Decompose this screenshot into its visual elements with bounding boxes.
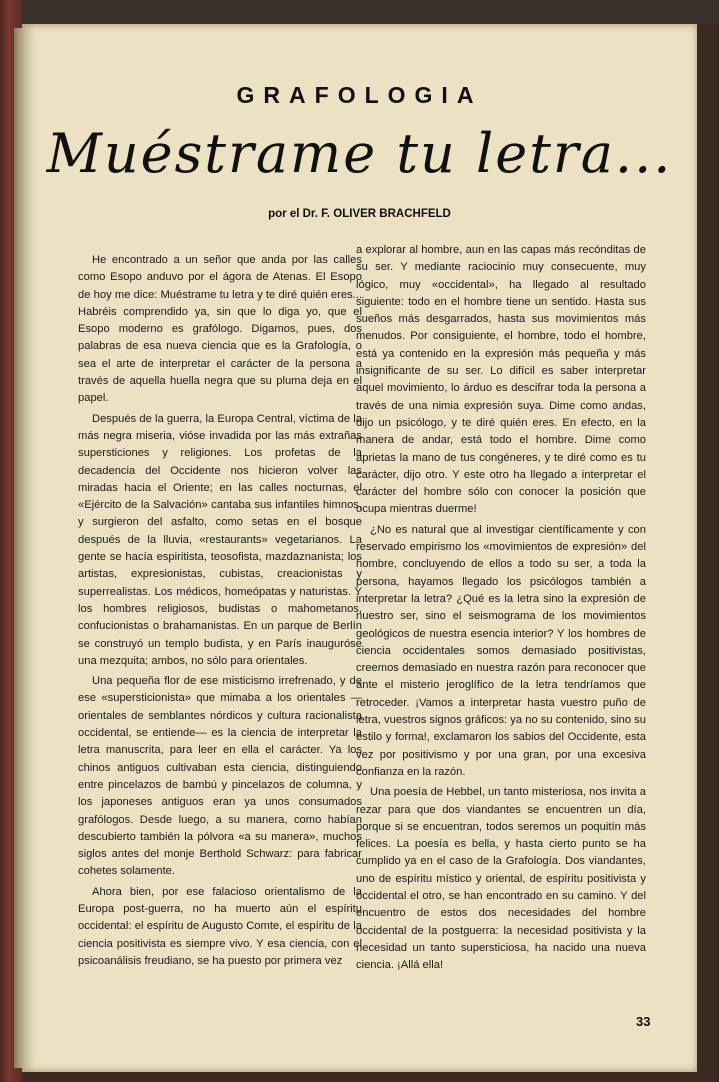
magazine-page <box>22 24 697 1072</box>
right-column <box>356 242 646 977</box>
paragraph: He encontrado a un señor que anda por las calles como Esopo anduvo por el ágora de Atenas. El Esopo de hoy me dice: Muéstrame tu letra y te diré quién eres... Habréis comprendido ya, sin que lo diga yo, que el Esopo moderno es grafólogo. Digamos, pues, dos palabras de esa nueva ciencia que es la Grafología, o sea el arte de interpretar el carácter de la persona a través de aquella huella negra que su pluma deja en el papel. <box>78 254 362 405</box>
paragraph: Después de la guerra, la Europa Central, víctima de la más negra miseria, vióse invadida por las más extrañas supersticiones y religiones. Los profetas de la decadencia del Occidente nos hicieron volver las miradas hacia el Oriente; en las calles nocturnas, el «Ejército de la Salvación» cantaba sus infantiles himnos, y surgieron del asfalto, como setas en el bosque después de la lluvia, «restaurants» vegetarianos. La gente se hacía espiritista, teosofista, mazdaznanista; los artistas, expresionistas, cubistas, creacionistas y superrealistas. Los médicos, homeópatas y naturistas. Y los hombres religiosos, budistas o mahometanos, confucionistas o brahamanistas. En un parque de Berlín se construyó un templo budista, y en París inauguróse una mezquita; ambos, no sólo para orientales. <box>78 412 362 667</box>
article-title: Muéstrame tu letra... <box>46 122 673 185</box>
paragraph: a explorar al hombre, aun en las capas más recónditas de su ser. Y mediante raciocinio muy consecuente, muy lógico, muy «occidental», ha llegado al resultado siguiente: todo en el hombre tiene un sentido. Hasta sus sueños más desgarrados, hasta sus movimientos más menudos. Por consiguiente, el hombre, todo el hombre, está ya contenido en la expresión más pequeña y más insignificante de su ser. Lo difícil es saber interpretar aquel movimiento, lo árduo es descifrar toda la persona a través de una nimia expresión suya. Dime como andas, dijo un psicólogo, y te diré quién eres. En efecto, en la manera de andar, está todo el hombre. Dime como aprietas la mano de tus congéneres, y te diré como es tu carácter, dijo otro. Y este otro ha llegado a interpretar el carácter del hombre sólo con conocer la posición que ocupa mientras duerme! <box>356 244 646 516</box>
paragraph: ¿No es natural que al investigar científicamente y con reservado empirismo los «movimientos de expresión» del hombre, concluyendo de ellos a todo su ser, a toda la persona, hayamos llegado los psicólogos también a interpretar la letra? ¿Qué es la letra sino la expresión de nuestro ser, sino el seismograma de los movimientos geológicos de nuestra esencia interior? Y los hombres de ciencia occidentales somos demasiado positivistas, creemos demasiado en nuestra razón para reconocer que ante el misterio jeroglífico de la letra tendríamos que retroceder. ¡Vamos a interpretar hasta vuestro puño de letra, vuestros signos gráficos: ya no su contenido, sino su estilo y forma!, exclamaron los sabios del Occidente, esta vez por positivismo y por una gran, por una excesiva confianza en la razón. <box>356 523 646 778</box>
page-number: 33 <box>636 1014 651 1029</box>
section-heading: GRAFOLOGIA <box>236 82 483 108</box>
paragraph: Ahora bien, por ese falacioso orientalismo de la Europa post-guerra, no ha muerto aún el espíritu occidental: el espíritu de Augusto Comte, el espíritu de la ciencia positivista es siempre vivo. Y esa ciencia, con el psicoanálisis freudiano, se ha puesto por primera vez <box>78 885 362 967</box>
left-column <box>78 252 362 973</box>
paragraph: Una poesía de Hebbel, un tanto misteriosa, nos invita a rezar para que dos viandantes se encuentren un día, porque si se encuentran, todos seremos un poquitín más felices. La poesía es bella, y hasta cierto punto se ha cumplido ya en el caso de la Grafología. Dos viandantes, uno de espíritu místico y oriental, de espíritu positivista y occidental el otro, se han encontrado en su camino. Y del encuentro de estos dos necesidades del hombre occidental de la postguerra: la necesidad positivista y la necesidad un tanto supersticiosa, ha nacido una nueva ciencia. ¡Allá ella! <box>356 786 646 972</box>
paragraph: Una pequeña flor de ese misticismo irrefrenado, y de ese «supersticionista» que mimaba a los orientales —orientales de semblantes nórdicos y cultura racionalista occidental, se entiende— es la ciencia de interpretar la letra manuscrita, para leer en ella el carácter. Ya los chinos antiguos cultivaban esta ciencia, distinguiendo entre pincelazos de bambú y pincelazos de columna, y los japoneses antiguos eran ya unos consumados grafólogos. Desde luego, a su manera, como habían descubierto también la pólvora «a su manera», muchos siglos antes del monje Berthold Schwarz: para fabricar cohetes solamente. <box>78 675 362 878</box>
top-margin <box>0 0 719 24</box>
article-byline: por el Dr. F. OLIVER BRACHFELD <box>268 208 451 220</box>
